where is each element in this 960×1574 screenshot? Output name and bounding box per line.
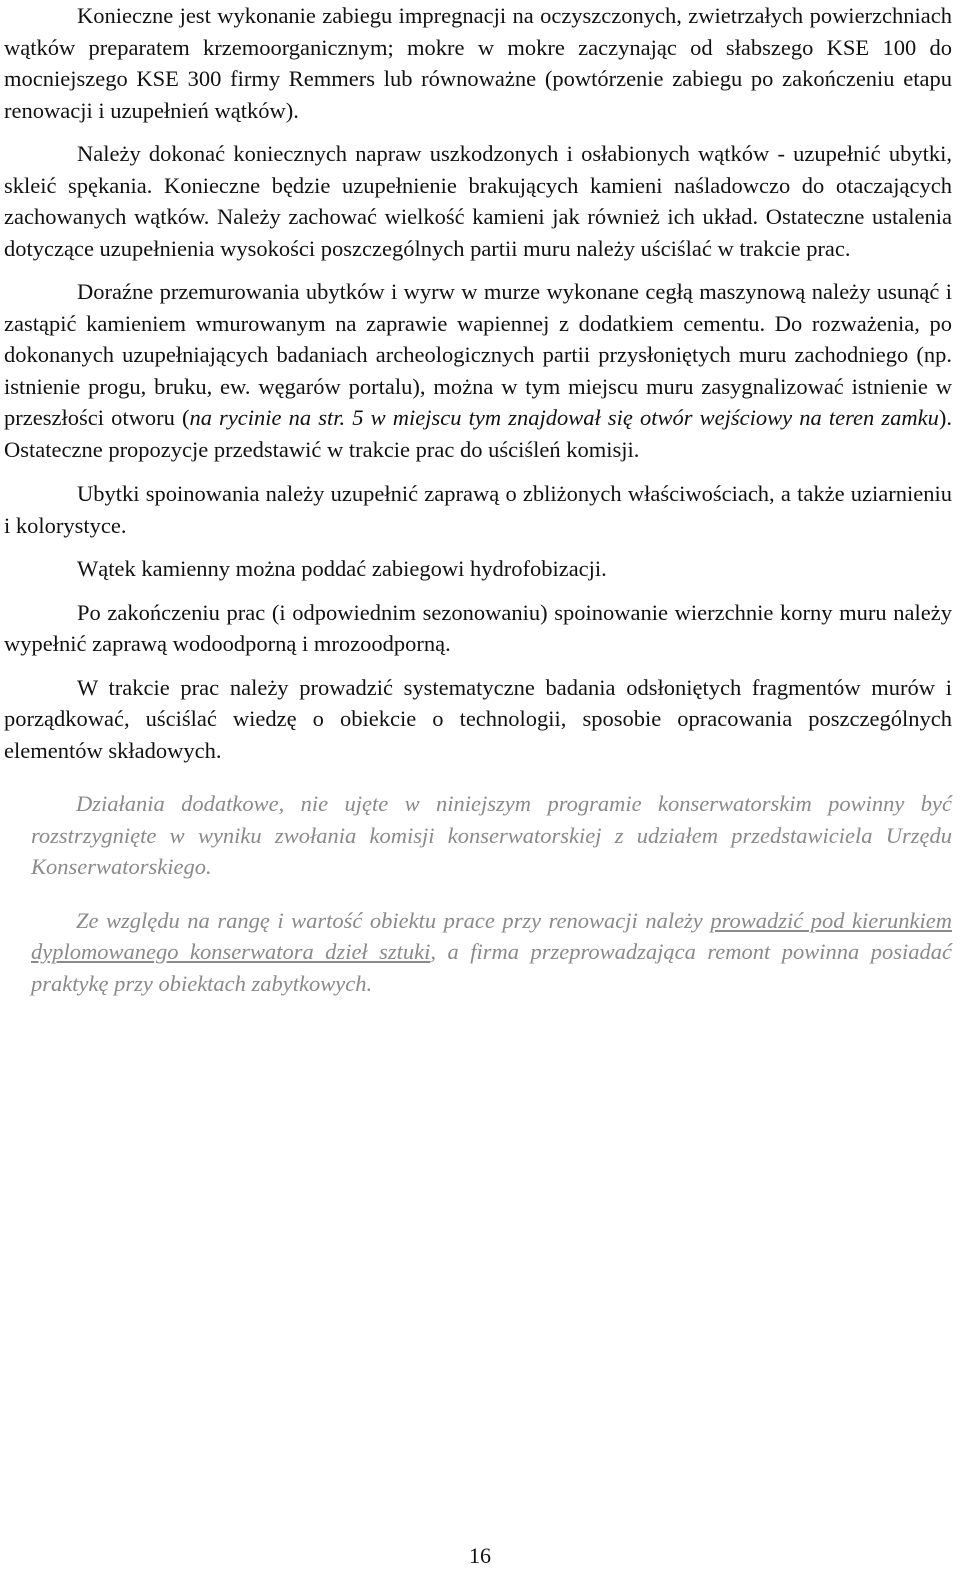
page-number: 16 xyxy=(469,1543,491,1568)
paragraph-research: W trakcie prac należy prowadzić systematyczne badania odsłoniętych fragmentów murów i porządkować, uściślać wiedzę o obiekcie o technologii, sposobie opracowania poszczególnych elementów składowych. xyxy=(4,674,952,763)
paragraph-supervision xyxy=(31,905,952,1000)
paragraph-rebuilding xyxy=(4,276,952,465)
paragraph-supervision-text-a: Ze względu na rangę i wartość obiektu prace przy renowacji należy xyxy=(76,907,711,933)
paragraph-rebuilding-italic: na rycinie na str. 5 w miejscu tym znajdował się otwór wejściowy na teren zamku xyxy=(189,405,939,430)
paragraph-hydrophobization: Wątek kamienny można poddać zabiegowi hydrofobizacji. xyxy=(77,556,607,581)
paragraph-repairs: Należy dokonać koniecznych napraw uszkodzonych i osłabionych wątków - uzupełnić ubytki, skleić spękania. Konieczne będzie uzupełnienie brakujących kamieni naśladowczo do otaczających zachowanych wątków. Należy zachować wielkość kamieni jak również ich układ. Ostateczne ustalenia dotyczące uzupełnienia wysokości poszczególnych partii muru należy uściślać w trakcie prac. xyxy=(4,141,952,261)
paragraph-rebuilding-text-a: Doraźne przemurowania ubytków i wyrw w murze wykonane cegłą maszynową należy usunąć i zastąpić kamieniem wmurowanym na zaprawie wapiennej z dodatkiem cementu. Do rozważenia, po dokonanych uzupełniających badaniach archeologicznych partii przysłoniętych muru zachodniego (np. istnienie progu, bruku, ew. węgarów portalu), można w tym miejscu muru zasygnalizować istnienie w przeszłości otworu ( xyxy=(4,279,952,430)
paragraph-joints: Ubytki spoinowania należy uzupełnić zaprawą o zbliżonych właściwościach, a także uziarnieniu i kolorystyce. xyxy=(4,481,952,538)
document-body xyxy=(4,0,952,999)
paragraph-pointing: Po zakończeniu prac (i odpowiednim sezonowaniu) spoinowanie wierzchnie korny muru należy wypełnić zaprawą wodoodporną i mrozoodporną. xyxy=(4,599,952,656)
paragraph-supervision-text-b: , a firma przeprowadzająca remont powinna posiadać praktykę przy obiektach zabytkowych. xyxy=(31,939,953,996)
paragraph-rebuilding-text-b: ). Ostateczne propozycje przedstawić w trakcie prac do uściśleń komisji. xyxy=(4,405,952,462)
paragraph-additional-actions: Działania dodatkowe, nie ujęte w niniejszym programie konserwatorskim powinny być rozstrzygnięte w wyniku zwołania komisji konserwatorskiej z udziałem przedstawiciela Urzędu Konserwatorskiego. xyxy=(31,791,952,879)
paragraph-impregnation: Konieczne jest wykonanie zabiegu impregnacji na oczyszczonych, zwietrzałych powierzchniach wątków preparatem krzemoorganicznym; mokre w mokre zaczynając od słabszego KSE 100 do mocniejszego KSE 300 firmy Remmers lub równoważne (powtórzenie zabiegu po zakończeniu etapu renowacji i uzupełnień wątków). xyxy=(4,3,952,123)
paragraph-supervision-underlined: prowadzić pod kierunkiem dyplomowanego konserwatora dzieł sztuki xyxy=(31,907,952,964)
